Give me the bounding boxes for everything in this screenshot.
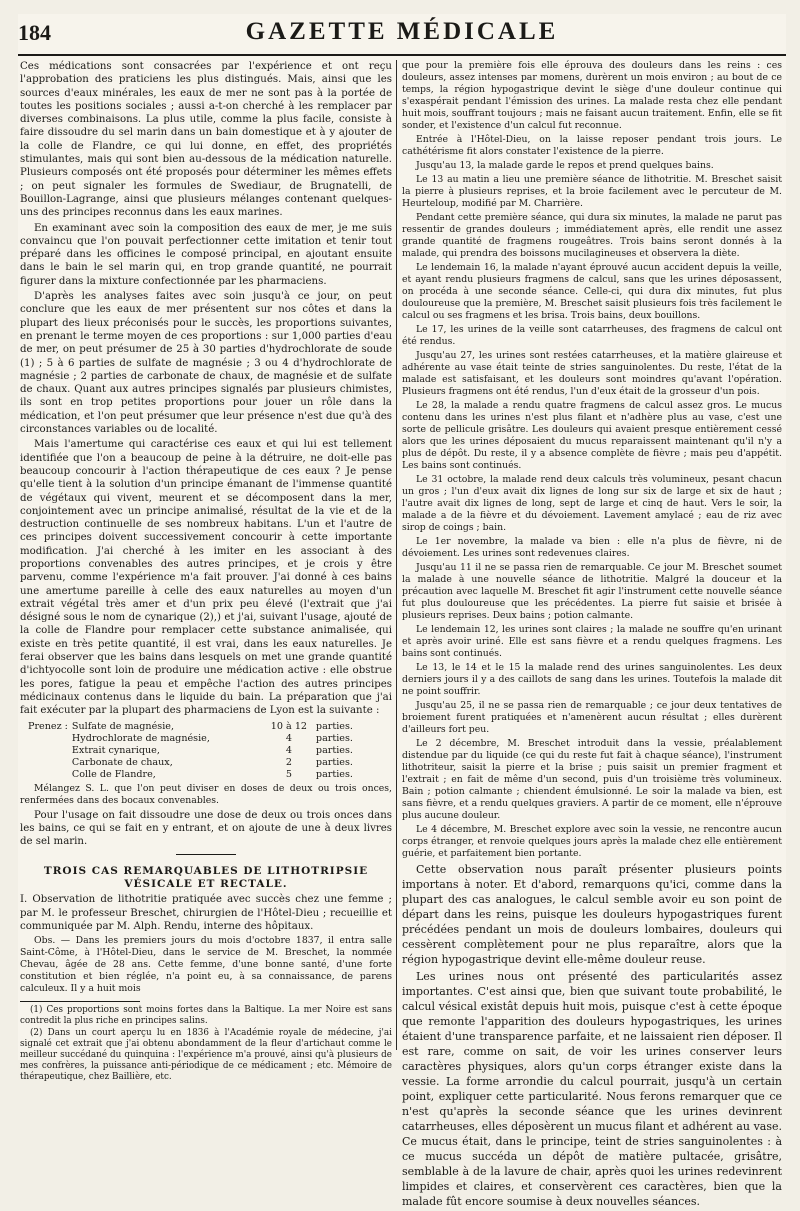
paragraph: Jusqu'au 13, la malade garde le repos et prend quelques bains.: [416, 160, 714, 171]
paragraph: Jusqu'au 11 il ne se passa rien de remarquable. Ce jour M. Breschet soumet la malade à une nouvelle séance de lithotritie. Malgré la douceur et la précaution avec laquelle M. Breschet fit agir l'instrument cette nouvelle séance fut plus douloureuse que les précédentes. La pierre fut saisie et brisée à plusieurs reprises. Deux bains ; potion calmante.: [402, 562, 782, 621]
recipe-note: Mélangez S. L. que l'on peut diviser en doses de deux ou trois onces, renfermées dans des bocaux convenables.: [20, 782, 392, 806]
recipe-ingredient: Colle de Flandre,: [71, 768, 156, 780]
recipe-ingredient: Carbonate de chaux,: [71, 756, 173, 768]
paragraph: Mais l'amertume qui caractérise ces eaux et qui lui est tellement identifiée que l'on a beaucoup de peine à la détruire, ne doit-elle pas beaucoup concourir à l'action thérapeutique de ces eaux ? Je pense qu'elle tient à la solution d'un principe émanant de l'immense quantité de végétaux qui vivent, meurent et se décomposent dans la mer, conjointement avec un principe animalisé, résultat de la vie et de la destruction continuelle de ses nombreux habitans. L'un et l'autre de ces principes doivent successivement concourir à cette importante modification. J'ai cherché à les imiter en les associant à des proportions convenables des autres principes, et je crois y être parvenu, comme l'expérience m'a fait prouver. J'ai donné à ces bains une amertume pareille à celle des eaux naturelles au moyen d'un extrait végétal très amer et d'un prix peu élevé (l'extrait que j'ai désigné sous le nom de cynarique (2),) et j'ai, suivant l'usage, ajouté de la colle de Flandre pour remplacer cette substance animalisée, qui existe en très petite quantité, il est vrai, dans les eaux naturelles. Je ferai observer que les bains dans lesquels on met une grande quantité d'ichtyocolle sont loin de produire une médication active : elle obstrue les pores, fatigue la peau et empêche l'action des autres principes médicinaux contenus dans le liquide du bain. La préparation que j'ai fait exécuter par la plupart des pharmaciens de Lyon est la suivante :: [20, 439, 392, 717]
footnote-rule: [20, 1001, 140, 1002]
paragraph: Les urines nous ont présenté des particularités assez importantes. C'est ainsi que, bien que suivant toute probabilité, le calcul vésical existât depuis huit mois, puisque c'est à cette époque que remonte l'apparition des douleurs hypogastriques, les urines étaient d'une transparence parfaite, et ne laissaient rien déposer. Il est rare, comme on sait, de voir les urines conserver leurs caractères physiques, alors qu'un corps étranger existe dans la vessie. La forme arrondie du calcul pourrait, jusqu'à un certain point, expliquer cette particularité. Nous ferons remarquer que ce n'est qu'après la seconde séance que les urines devinrent catarrheuses, elles déposèrent un mucus filant et adhérent au vase. Ce mucus était, dans le principe, teint de stries sanguinolentes : à ce mucus succéda un dépôt de matière pultacée, grisâtre, semblable à de la lavure de chair, après quoi les urines redevinrent limpides et claires, et conservèrent ces caractères, bien que la malade fût encore soumise à deux nouvelles séances.: [402, 970, 782, 1208]
paragraph: En examinant avec soin la composition des eaux de mer, je me suis convaincu que l'on pouvait perfectionner cette imitation et tenir tout préparé dans les officines le composé principal, en ajoutant ensuite dans le bain le sel marin qui, en trop grande quantité, ne pourrait figurer dans la mixture confectionnée par les pharmaciens.: [20, 222, 392, 287]
page-number: 184: [18, 20, 51, 45]
paragraph: Pour l'usage on fait dissoudre une dose de deux ou trois onces dans les bains, ce qui se fait en y entrant, et on ajoute de une à deux livres de sel marin.: [20, 809, 392, 848]
recipe-qty: 2: [285, 756, 292, 768]
recipe-ingredient: Hydrochlorate de magnésie,: [71, 732, 210, 744]
paragraph: Le 28, la malade a rendu quatre fragmens de calcul assez gros. Le mucus contenu dans les urines n'est plus filant et n'adhère plus au vase, c'est une sorte de pellicule grisâtre. Les douleurs qui avaient presque entièrement cessé alors que les urines déposaient du mucus reparaissent maintenant qu'il n'y a plus de dépôt. Du reste, il y a absence complète de fièvre ; mais peu d'appétit. Les bains sont continués.: [402, 400, 782, 471]
paragraph: Cette observation nous paraît présenter plusieurs points importans à noter. Et d'abord, remarquons qu'ici, comme dans la plupart des cas analogues, le calcul semble avoir eu son point de départ dans les reins, puisque les douleurs hypogastriques furent précédées pendant un mois de douleurs lombaires, douleurs qui cessèrent complètement pour ne plus reparaître, alors que la région hypogastrique devint elle-même douleur reuse.: [402, 863, 782, 966]
journal-title: GAZETTE MÉDICALE: [245, 18, 559, 45]
paragraph: Le 31 octobre, la malade rend deux calculs très volumineux, pesant chacun un gros ; l'un d'eux avait dix lignes de long sur six de large et six de haut ; l'autre avait dix lignes de long, sept de large et cinq de haut. Vers le soir, la malade a de la fièvre et du dévoiement. Lavement amylacé ; eau de riz avec sirop de coings ; bain.: [402, 474, 782, 533]
section-title: TROIS CAS REMARQUABLES DE LITHOTRIPSIE VÉSICALE ET RECTALE.: [43, 865, 369, 891]
recipe-unit: parties.: [315, 768, 353, 780]
observation-body: Obs. — Dans les premiers jours du mois d'octobre 1837, il entra salle Saint-Côme, à l'Hôtel-Dieu, dans le service de M. Breschet, la nommée Chevau, âgée de 28 ans. Cette femme, d'une bonne santé, d'une forte constitution et bien réglée, n'a point eu, à sa connaissance, de parens calculeux. Il y a huit mois: [20, 935, 392, 995]
recipe-block: [28, 721, 392, 781]
recipe-qty: 5: [285, 768, 292, 780]
recipe-unit: parties.: [315, 720, 353, 732]
paragraph: Le lendemain 16, la malade n'ayant éprouvé aucun accident depuis la veille, et ayant rendu plusieurs fragmens de calcul, sans que les urines déposassent, on procéda à une seconde séance. Celle-ci, qui dura dix minutes, fut plus douloureuse que la première, M. Breschet saisit plusieurs fois très facilement le calcul ou ses fragmens et les brisa. Trois bains, deux bouillons.: [402, 262, 782, 321]
paragraph: Le 1er novembre, la malade va bien : elle n'a plus de fièvre, ni de dévoiement. Les urines sont redevenues claires.: [402, 536, 782, 559]
recipe-unit: parties.: [315, 732, 353, 744]
recipe-table: [28, 721, 357, 781]
column-separator: [396, 60, 397, 1050]
paragraph: Jusqu'au 27, les urines sont restées catarrheuses, et la matière glaireuse et adhérente au vase était teinte de stries sanguinolentes. Du reste, l'état de la malade est satisfaisant, et les douleurs sont moindres qu'avant l'opération. Plusieurs fragmens ont été rendus, l'un d'eux était de la grosseur d'un pois.: [402, 350, 782, 397]
paragraph: que pour la première fois elle éprouva des douleurs dans les reins : ces douleurs, assez intenses par momens, durèrent un mois environ ; au bout de ce temps, la région hypogastrique devint le siège d'une douleur continue qui s'exaspérait pendant l'émission des urines. La malade resta chez elle pendant huit mois, souffrant toujours ; mais ne faisant aucun traitement. Enfin, elle se fit sonder, et l'existence d'un calcul fut reconnue.: [402, 60, 782, 131]
recipe-unit: parties.: [315, 744, 353, 756]
recipe-ingredient: Sulfate de magnésie,: [71, 720, 174, 732]
paragraph: Le 13, le 14 et le 15 la malade rend des urines sanguinolentes. Les deux derniers jours il y a des caillots de sang dans les urines. Toutefois la malade dit ne point souffrir.: [402, 662, 782, 697]
paragraph: Le 13 au matin a lieu une première séance de lithotritie. M. Breschet saisit la pierre à plusieurs reprises, et la broie facilement avec le percuteur de M. Heurteloup, modifié par M. Charrière.: [402, 174, 782, 209]
recipe-row: [28, 757, 357, 769]
right-column: [402, 60, 782, 1211]
section-divider: [176, 854, 236, 855]
paragraph: Jusqu'au 25, il ne se passa rien de remarquable ; ce jour deux tentatives de broiement furent pratiquées et n'amenèrent aucun résultat ; elles durèrent d'ailleurs fort peu.: [402, 700, 782, 735]
paragraph: Le 2 décembre, M. Breschet introduit dans la vessie, préalablement distendue par du liquide (ce qui du reste fut fait à chaque séance), l'instrument lithotriteur, saisit la pierre et la brise ; puis saisit un premier fragment et l'extrait ; en fait de même d'un second, puis d'un troisième très volumineux. Bain ; potion calmante ; chiendent émulsionné. Le soir la malade va bien, est sans fièvre, et a rendu quelques graviers. A partir de ce moment, elle n'éprouve plus aucune douleur.: [402, 738, 782, 821]
recipe-row: [28, 745, 357, 757]
newspaper-page: [18, 14, 786, 1208]
paragraph: Ces médications sont consacrées par l'expérience et ont reçu l'approbation des praticiens les plus distingués. Mais, ainsi que les sources d'eaux minérales, les eaux de mer ne sont pas à la portée de toutes les positions sociales ; aussi a-t-on cherché à les remplacer par diverses combinaisons. La plus utile, comme la plus facile, consiste à faire dissoudre du sel marin dans un bain domestique et à y ajouter de la colle de Flandre, ce qui lui donne, en effet, des propriétés stimulantes, mais qui sont bien au-dessous de la médication naturelle. Plusieurs composés ont été proposés pour déterminer les mêmes effets ; on peut signaler les formules de Swediaur, de Brugnatelli, de Bouillon-Lagrange, ainsi que plusieurs mélanges contenant quelques-uns des principes reconnus dans les eaux marines.: [20, 61, 392, 219]
page-header: [18, 14, 786, 54]
paragraph: Entrée à l'Hôtel-Dieu, on la laisse reposer pendant trois jours. Le cathétérisme fit alors constater l'existence de la pierre.: [402, 134, 782, 157]
recipe-row: [28, 721, 357, 733]
footnote: (2) Dans un court aperçu lu en 1836 à l'Académie royale de médecine, j'ai signalé cet extrait que j'ai obtenu abondamment de la fleur d'artichaut comme le meilleur succédané du quinquina : l'expérience m'a prouvé, ainsi qu'à plusieurs de mes confrères, la puissance anti-périodique de ce médicament ; etc. Mémoire de thérapeutique, chez Baillière, etc.: [20, 1028, 392, 1083]
paragraph: Pendant cette première séance, qui dura six minutes, la malade ne parut pas ressentir de grandes douleurs ; immédiatement après, elle rendit une assez grande quantité de fragmens rougeâtres. Trois bains seront donnés à la malade, qui prendra des boissons mucilagineuses et observera la diète.: [402, 212, 782, 259]
paragraph: Le 4 décembre, M. Breschet explore avec soin la vessie, ne rencontre aucun corps étranger, et renvoie quelques jours après la malade chez elle entièrement guérie, et parfaitement bien portante.: [402, 824, 782, 859]
recipe-row: [28, 733, 357, 745]
left-column: [20, 60, 392, 1084]
recipe-qty: 10 à 12: [270, 720, 308, 732]
paragraph: Le 17, les urines de la veille sont catarrheuses, des fragmens de calcul ont été rendus.: [402, 324, 782, 347]
recipe-unit: parties.: [315, 756, 353, 768]
paragraph: D'après les analyses faites avec soin jusqu'à ce jour, on peut conclure que les eaux de mer présentent sur nos côtes et dans la plupart des lieux préconisés pour le succès, les proportions suivantes, en prenant le terme moyen de ces proportions : sur 1,000 parties d'eau de mer, on peut présumer de 25 à 30 parties d'hydrochlorate de soude (1) ; 5 à 6 parties de sulfate de magnésie ; 3 ou 4 d'hydrochlorate de magnésie ; 2 parties de carbonate de chaux, de magnésie et de sulfate de chaux. Quant aux autres principes signalés par plusieurs chimistes, ils sont en trop petites proportions pour jouer un rôle dans la médication, et l'on peut présumer que leur présence n'est due qu'à des circonstances variables ou de localité.: [20, 291, 392, 436]
recipe-row: [28, 769, 357, 781]
recipe-qty: 4: [285, 744, 292, 756]
recipe-intro: Prenez :: [28, 720, 68, 732]
recipe-ingredient: Extrait cynarique,: [71, 744, 160, 756]
recipe-qty: 4: [285, 732, 292, 744]
observation-heading: I. Observation de lithotritie pratiquée avec succès chez une femme ; par M. le professeur Breschet, chirurgien de l'Hôtel-Dieu ; recueillie et communiquée par M. Alph. Rendu, interne des hôpitaux.: [20, 894, 392, 933]
footnote: (1) Ces proportions sont moins fortes dans la Baltique. La mer Noire est sans contredit la plus riche en principes salins.: [20, 1005, 392, 1027]
header-rule: [18, 54, 786, 56]
paragraph: Le lendemain 12, les urines sont claires ; la malade ne souffre qu'en urinant et après avoir uriné. Elle est sans fièvre et a rendu quelques fragmens. Les bains sont continués.: [402, 624, 782, 659]
